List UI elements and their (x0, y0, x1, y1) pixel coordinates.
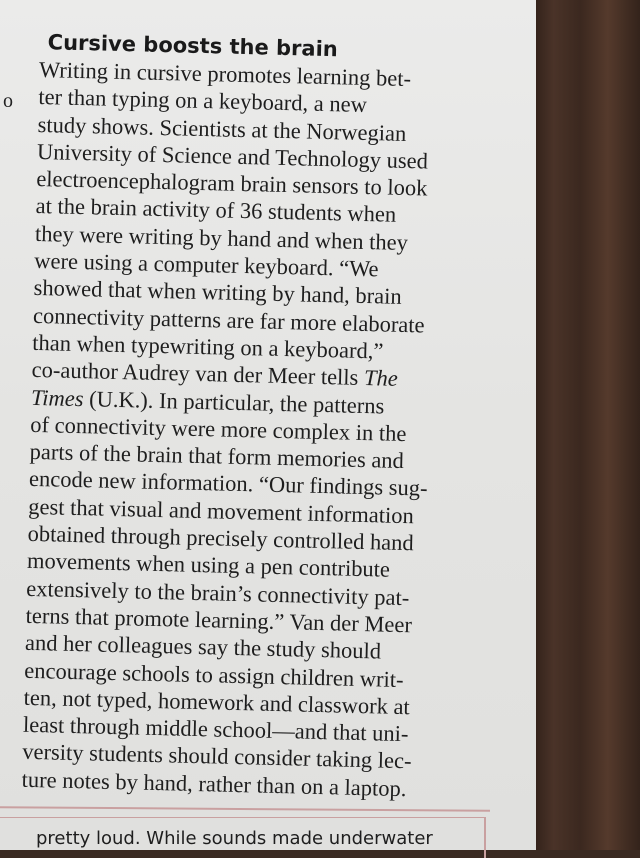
article-line: University of Science and Technology used (36, 138, 429, 174)
article-line: Writing in cursive promotes learning bet- (38, 56, 412, 92)
adjacent-column-fragment: o (3, 90, 13, 112)
article-line: encode new information. “Our findings sug- (28, 466, 428, 502)
article-line: parts of the brain that form memories and (29, 439, 405, 474)
article-body (21, 56, 509, 804)
article-line: than when typewriting on a keyboard,” (32, 329, 384, 364)
section-divider (0, 806, 490, 811)
article (21, 30, 510, 804)
article-line: electroencephalogram brain sensors to look (36, 166, 428, 201)
article-line: study shows. Scientists at the Norwegian (37, 111, 407, 146)
article-line: showed that when writing by hand, brain (33, 275, 402, 310)
article-line: extensively to the brain’s connectivity pat- (26, 575, 410, 610)
article-line: ter than typing on a keyboard, a new (38, 84, 368, 118)
article-line: encourage schools to assign children writ- (24, 657, 404, 692)
article-line: were using a computer keyboard. “We (34, 248, 379, 282)
article-line: least through middle school—and that uni- (22, 711, 409, 747)
article-line: obtained through precisely controlled hand (27, 520, 415, 556)
article-line: ture notes by hand, rather than on a laptop. (21, 766, 407, 801)
article-line: co-author Audrey van der Meer tells The (31, 357, 399, 392)
next-article-text: pretty loud. While sounds made underwater (36, 828, 433, 849)
article-line: versity students should consider taking lec- (22, 739, 412, 774)
article-line: ten, not typed, homework and classwork at (23, 684, 411, 720)
article-title: Cursive boosts the brain (47, 30, 339, 62)
article-line: of connectivity were more complex in the (30, 411, 407, 446)
article-line: and her colleagues say the study should (24, 630, 382, 664)
article-line: movements when using a pen contribute (26, 548, 391, 583)
wooden-surface (532, 0, 640, 850)
article-line: connectivity patterns are far more elaborate (32, 302, 425, 338)
article-line: they were writing by hand and when they (34, 220, 409, 255)
article-line: Times (U.K.). In particular, the patterns (30, 384, 385, 419)
article-line: at the brain activity of 36 students when (35, 193, 397, 228)
article-line: gest that visual and movement information (28, 493, 415, 529)
article-line: terns that promote learning.” Van der Meer (25, 602, 413, 638)
